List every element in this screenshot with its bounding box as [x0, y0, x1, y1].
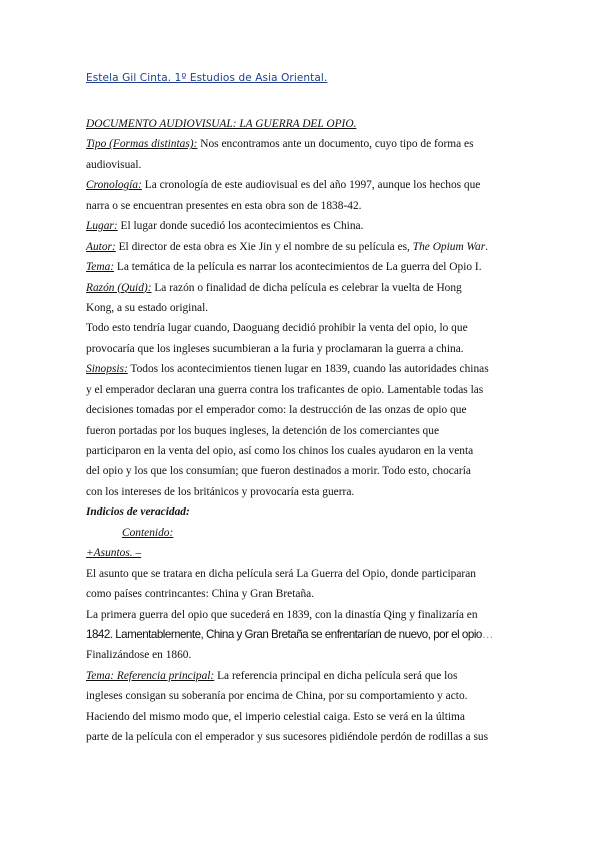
sinopsis-label: Sinopsis: — [86, 363, 128, 376]
indicios-heading: Indicios de veracidad: — [86, 506, 190, 519]
asuntos-line-4 — [86, 625, 526, 645]
lugar-line — [86, 216, 526, 236]
tema-line — [86, 257, 526, 277]
finalizando-line: Finalizándose en 1860. — [86, 649, 192, 662]
contenido-heading: Contenido: — [122, 526, 174, 539]
document-body — [86, 114, 526, 748]
sinopsis-line-5: participaron en la venta del opio, así como los chinos los cuales ayudaron en la venta — [86, 445, 474, 457]
cronologia-line-1 — [86, 175, 526, 195]
sinopsis-text: Todos los acontecimientos tienen lugar en 1839, cuando las autoridades chinas — [127, 363, 489, 376]
lugar-text: El lugar donde sucedió los acontecimientos es China. — [117, 220, 364, 233]
document-title: DOCUMENTO AUDIOVISUAL: LA GUERRA DEL OPIO. — [86, 118, 357, 130]
tema-text: La temática de la película es narrar los acontecimientos de La guerra del Opio I. — [114, 261, 482, 274]
sinopsis-line-2: y el emperador declaran una guerra contra los traficantes de opio. Lamentable todas las — [86, 383, 484, 396]
cronologia-line-2: narra o se encuentran presentes en esta obra son de 1838-42. — [86, 199, 362, 212]
sinopsis-line-4: fueron portadas por los buques ingleses, la detención de los comerciantes que — [86, 424, 440, 437]
lugar-label: Lugar: — [86, 220, 118, 233]
tipo-line-1 — [86, 134, 526, 154]
sinopsis-line-7: con los intereses de los británicos y provocaría esta guerra. — [86, 485, 355, 498]
cronologia-text: La cronología de este audiovisual es del año 1997, aunque los hechos que — [141, 179, 481, 192]
big-line-text: 1842. Lamentablemente, China y Gran Bretaña se enfrentarían de nuevo, por el opio — [86, 627, 482, 641]
context-line-2: provocaría que los ingleses sucumbieran a la furia y proclamaran la guerra a china. — [86, 342, 464, 355]
razon-text: La razón o finalidad de dicha película es celebrar la vuelta de Hong — [151, 281, 462, 294]
ellipsis: … — [481, 627, 493, 641]
tipo-line-2: audiovisual. — [86, 158, 142, 171]
referencia-line-4: parte de la película con el emperador y sus sucesores pidiéndole perdón de rodillas a sus — [86, 731, 489, 744]
tipo-label: Tipo (Formas distintas): — [86, 138, 198, 151]
autor-end: . — [485, 240, 488, 253]
film-title: The Opium War — [412, 240, 486, 253]
context-line-1: Todo esto tendría lugar cuando, Daoguang decidió prohibir la venta del opio, lo que — [86, 322, 468, 335]
asuntos-line-2: como países contrincantes: China y Gran Bretaña. — [86, 588, 315, 601]
asuntos-line-1: El asunto que se tratara en dicha película será La Guerra del Opio, donde participaran — [86, 567, 476, 580]
asuntos-line-3: La primera guerra del opio que sucederá en 1839, con la dinastía Qing y finalizaría en — [86, 608, 478, 621]
tipo-text: Nos encontramos ante un documento, cuyo tipo de forma es — [197, 138, 474, 151]
referencia-line-3: Haciendo del mismo modo que, el imperio celestial caiga. Esto se verá en la última — [86, 710, 465, 723]
razon-line-1 — [86, 278, 526, 298]
referencia-line-2: ingleses consigan su soberanía por encima de China, por su comportamiento y acto. — [86, 690, 468, 703]
referencia-label: Tema: Referencia principal: — [86, 669, 215, 682]
autor-label: Autor: — [86, 240, 116, 253]
tema-label: Tema: — [86, 261, 115, 274]
sinopsis-line-1 — [86, 359, 526, 379]
razon-line-2: Kong, a su estado original. — [86, 301, 209, 314]
sinopsis-line-3: decisiones tomadas por el emperador como: la destrucción de las onzas de opio que — [86, 404, 467, 417]
referencia-line-1 — [86, 666, 526, 686]
asuntos-heading: +Asuntos. – — [86, 547, 142, 560]
referencia-text: La referencia principal en dicha película será que los — [214, 669, 458, 682]
sinopsis-line-6: del opio y los que los consumían; que fueron destinados a morir. Todo esto, chocaría — [86, 465, 471, 478]
razon-label: Razón (Quid): — [86, 281, 152, 294]
autor-line — [86, 237, 526, 257]
cronologia-label: Cronología: — [86, 179, 142, 192]
autor-text: El director de esta obra es Xie Jin y el nombre de su película es, — [115, 240, 413, 253]
author-line: Estela Gil Cinta. 1º Estudios de Asia Oriental. — [86, 72, 328, 84]
